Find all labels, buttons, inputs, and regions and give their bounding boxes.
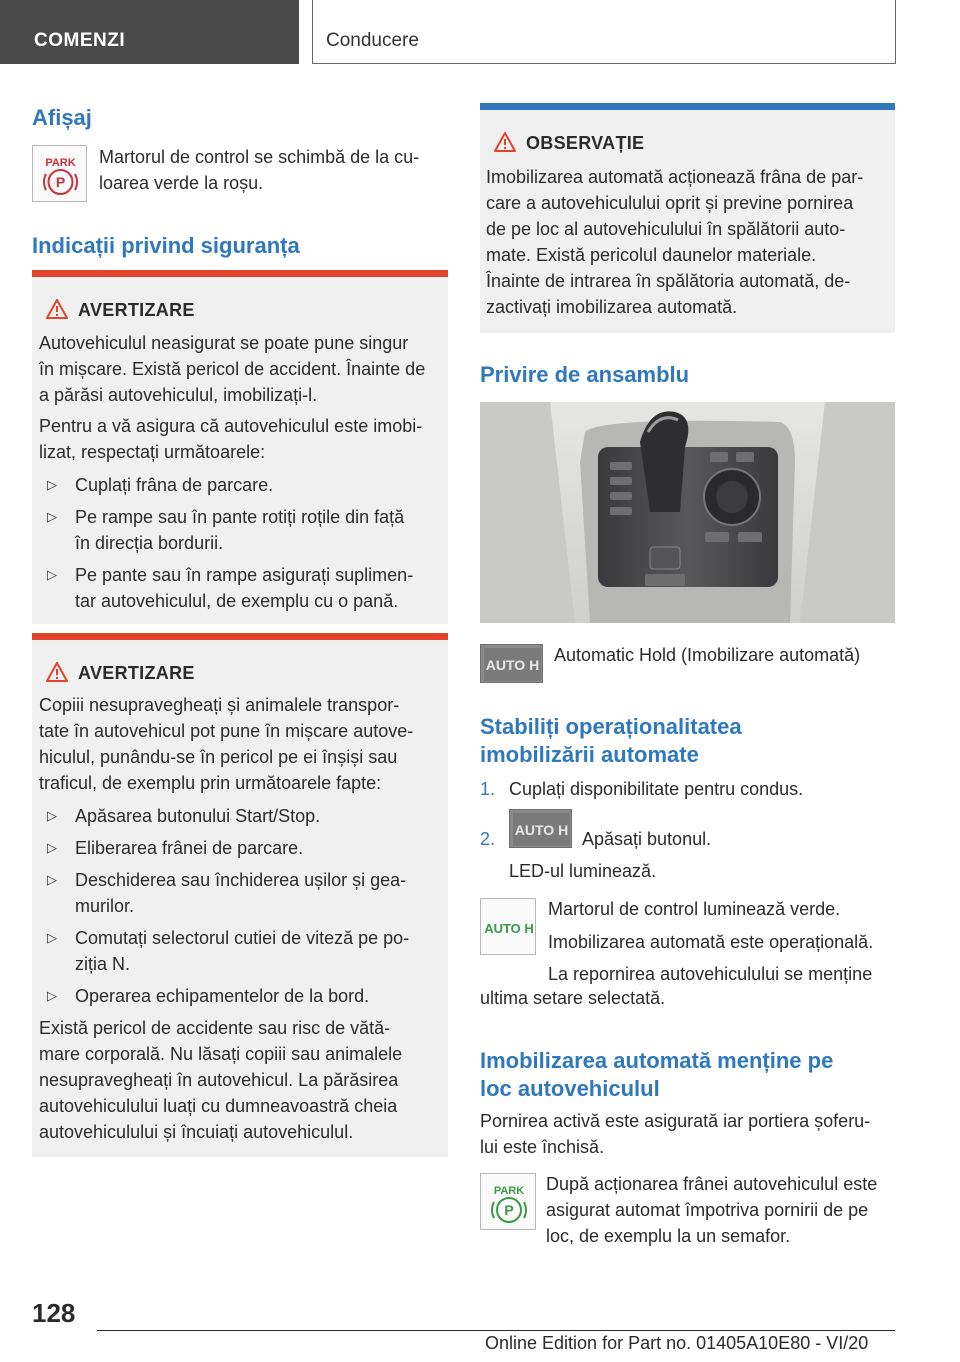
footer-edition: Online Edition for Part no. 01405A10E80 - VI/20 — [485, 1333, 869, 1353]
page-number: 128 — [32, 1298, 76, 1328]
w1-para2-line-1: Pentru a vă asigura că autovehiculul este imobi- — [39, 416, 423, 436]
bullet-triangle-icon: ▷ — [47, 930, 57, 945]
holds-intro-1: Pornirea activă este asigurată iar portiera șoferu- — [480, 1111, 871, 1131]
svg-text:P: P — [504, 1202, 514, 1218]
step-number: 1. — [480, 779, 496, 799]
notice-title: OBSERVAȚIE — [526, 133, 645, 153]
holds-line-3: loc, de exemplu la un semafor. — [546, 1226, 791, 1246]
center-console-photo — [480, 402, 895, 623]
bullet-triangle-icon: ▷ — [47, 567, 57, 582]
w1-para1-line-3: a părăsi autovehiculul, imobilizați-l. — [39, 385, 318, 405]
w2-para1-line-1: Copiii nesupravegheați și animalele transpor- — [39, 695, 400, 715]
notice-line-1: Imobilizarea automată acționează frâna de par- — [486, 167, 864, 187]
park-red-icon — [32, 145, 87, 202]
afisaj-line-2: loarea verde la roșu. — [99, 173, 264, 193]
heading-afisaj: Afișaj — [32, 105, 92, 130]
notice-line-5: Înainte de intrarea în spălătoria automată, de- — [486, 271, 851, 291]
section-title: COMENZI — [34, 30, 126, 51]
chapter-title: Conducere — [326, 30, 419, 51]
step-1-text: Cuplați disponibilitate pentru condus. — [509, 779, 804, 799]
park-green-icon — [480, 1173, 536, 1230]
list-item: ▷ Apăsarea butonului Start/Stop. — [75, 803, 320, 829]
bullet-triangle-icon: ▷ — [47, 509, 57, 524]
list-item: ▷ Operarea echipamentelor de la bord. — [75, 983, 369, 1009]
list-item-continuation: murilor. — [75, 896, 135, 916]
list-item-continuation: în direcția bordurii. — [75, 533, 224, 553]
bullet-triangle-icon: ▷ — [47, 808, 57, 823]
led-text: LED-ul luminează. — [509, 861, 657, 881]
heading-holds-2: loc autovehiculul — [480, 1076, 660, 1101]
w2-para1-line-2: tate în autovehicul pot pune în mișcare autove- — [39, 721, 414, 741]
auto-h-label: AUTO H — [514, 822, 569, 838]
notice-line-3: de pe loc al autovehiculului în spălătorii auto- — [486, 219, 846, 239]
list-item: ▷ Pe pante sau în rampe asigurați suplimen- — [75, 562, 413, 588]
indicator-line-4: ultima setare selectată. — [480, 988, 666, 1008]
heading-establish-1: Stabiliți operaționalitatea — [480, 714, 742, 739]
warning-bar — [32, 270, 448, 277]
w2-para1-line-3: hiculul, punându-se în pericol pe ei înșiși sau — [39, 747, 398, 767]
step-2-text: Apăsați butonul. — [582, 829, 712, 849]
w1-para1-line-2: în mișcare. Există pericol de accident. Înainte de — [39, 359, 426, 379]
w1-para1-line-1: Autovehiculul neasigurat se poate pune singur — [39, 333, 409, 353]
list-item: ▷ Deschiderea sau închiderea ușilor și gea- — [75, 867, 406, 893]
w2-para2-line-5: autovehiculului și încuiați autovehiculul. — [39, 1122, 354, 1142]
warning-title: AVERTIZARE — [78, 300, 195, 320]
notice-triangle-icon — [494, 132, 516, 152]
bullet-triangle-icon: ▷ — [47, 840, 57, 855]
w2-para2-line-2: mare corporală. Nu lăsați copiii sau animalele — [39, 1044, 403, 1064]
indicator-line-3: La repornirea autovehiculului se menține — [548, 964, 873, 984]
svg-text:P: P — [55, 174, 66, 190]
w2-para2-line-4: autovehiculului luați cu dumneavoastră cheia — [39, 1096, 398, 1116]
notice-line-2: care a autovehiculului oprit și previne pornirea — [486, 193, 854, 213]
heading-siguranta: Indicații privind siguranța — [32, 233, 300, 258]
heading-establish-2: imobilizării automate — [480, 742, 699, 767]
holds-line-2: asigurat automat împotriva pornirii de pe — [546, 1200, 869, 1220]
warning-bar — [32, 633, 448, 640]
notice-line-6: zactivați imobilizarea automată. — [486, 297, 738, 317]
auto-h-button-icon — [480, 644, 543, 683]
list-item-continuation: ziția N. — [75, 954, 131, 974]
auto-h-indicator-label: AUTO H — [484, 921, 534, 936]
step-number: 2. — [480, 829, 496, 849]
heading-holds-1: Imobilizarea automată menține pe — [480, 1048, 834, 1073]
w1-para2-line-2: lizat, respectați următoarele: — [39, 442, 266, 462]
auto-h-caption: Automatic Hold (Imobilizare automată) — [554, 645, 861, 665]
chapter-tab — [312, 0, 896, 64]
bullet-triangle-icon: ▷ — [47, 872, 57, 887]
section-tab — [0, 0, 299, 64]
heading-overview: Privire de ansamblu — [480, 362, 690, 387]
afisaj-line-1: Martorul de control se schimbă de la cu- — [99, 147, 420, 167]
list-item: ▷ Cuplați frâna de parcare. — [75, 472, 273, 498]
footer-divider — [97, 1330, 895, 1331]
warning-triangle-icon — [46, 662, 68, 682]
w2-para2-line-3: nesupravegheați în autovehicul. La părăsirea — [39, 1070, 399, 1090]
list-item: ▷ Pe rampe sau în pante rotiți roțile din față — [75, 504, 404, 530]
warning-title: AVERTIZARE — [78, 663, 195, 683]
auto-h-label: AUTO H — [485, 657, 540, 673]
indicator-line-1: Martorul de control luminează verde. — [548, 899, 841, 919]
auto-h-indicator-icon — [480, 898, 536, 955]
list-item-continuation: tar autovehiculul, de exemplu cu o pană. — [75, 591, 399, 611]
park-icon-label: PARK — [45, 157, 76, 169]
bullet-triangle-icon: ▷ — [47, 988, 57, 1003]
warning-triangle-icon — [46, 299, 68, 319]
notice-line-4: mate. Există pericolul daunelor materiale. — [486, 245, 817, 265]
holds-intro-2: lui este închisă. — [480, 1137, 605, 1157]
list-item: ▷ Eliberarea frânei de parcare. — [75, 835, 303, 861]
auto-h-button-icon — [509, 809, 572, 848]
w2-para2-line-1: Există pericol de accidente sau risc de vătă- — [39, 1018, 391, 1038]
w2-para1-line-4: traficul, de exemplu prin următoarele fapte: — [39, 773, 382, 793]
notice-bar — [480, 103, 895, 110]
list-item: ▷ Comutați selectorul cutiei de viteză pe po- — [75, 925, 409, 951]
indicator-line-2: Imobilizarea automată este operațională. — [548, 932, 874, 952]
bullet-triangle-icon: ▷ — [47, 477, 57, 492]
park-icon-label: PARK — [493, 1185, 525, 1197]
holds-line-1: După acționarea frânei autovehiculul este — [546, 1174, 878, 1194]
